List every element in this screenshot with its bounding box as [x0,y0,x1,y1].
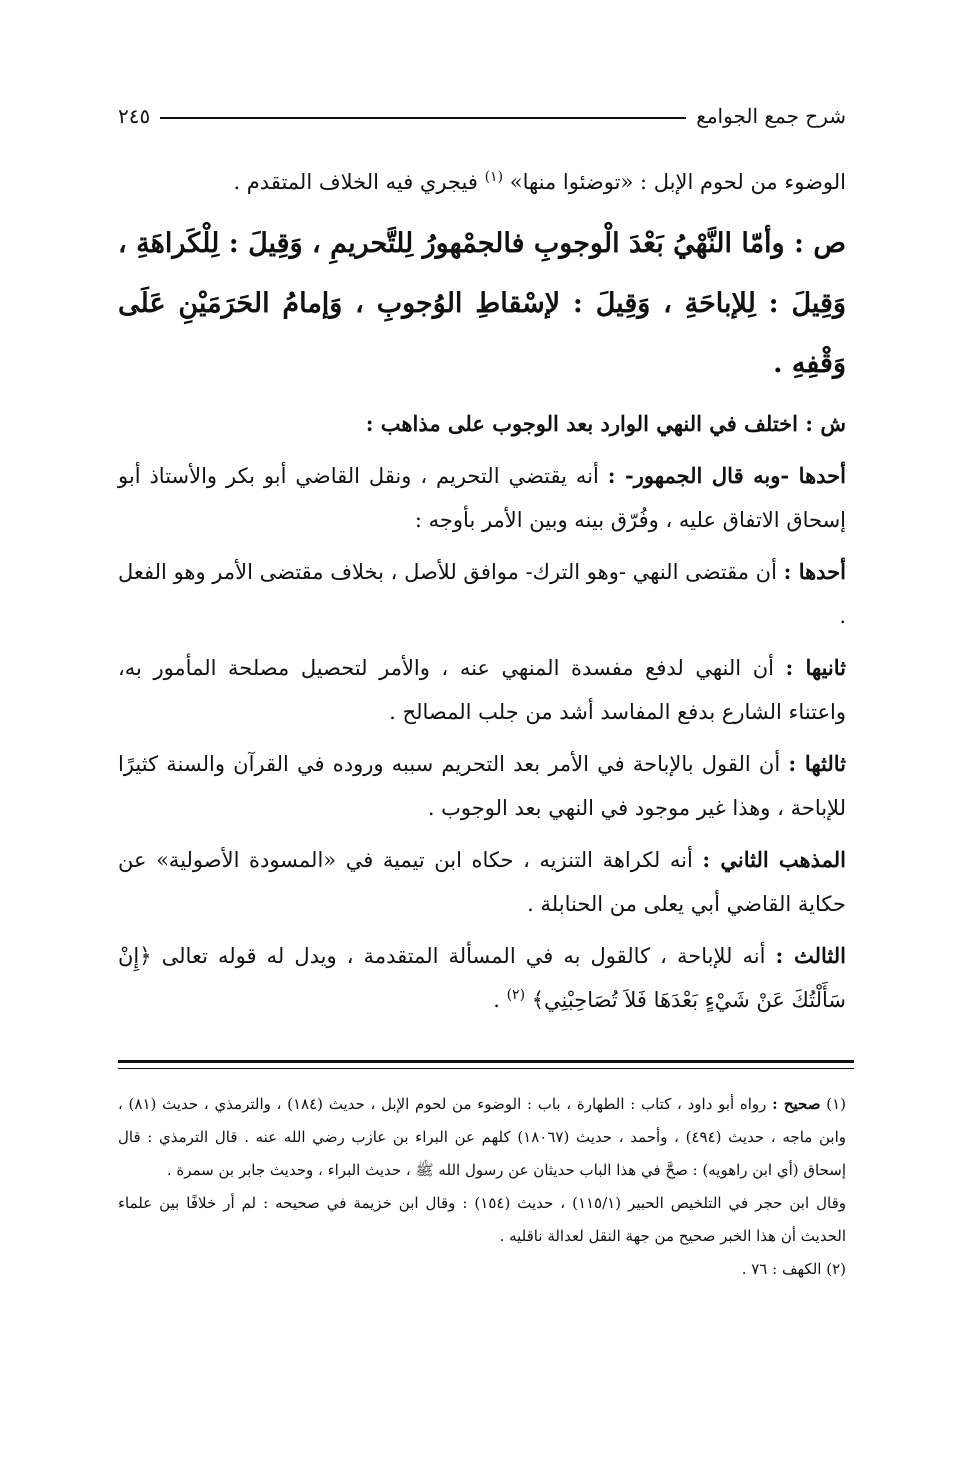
paragraph-text: فيجري فيه الخلاف المتقدم . [233,170,478,194]
matn-text: ص : وأمّا النَّهْيُ بَعْدَ الْوجوبِ فالجمْهورُ لِلتَّحريمِ ، وَقِيلَ : لِلْكَراهَةِ ، وَقِيلَ : لِلإباحَةِ ، وَقِيلَ : لإسْقاطِ الوُجوبِ ، وَإمامُ الحَرَمَيْنِ عَلَى وَقْفِهِ . [118,228,846,379]
paragraph-second-view [118,838,846,926]
sharh-heading: ش : اختلف في النهي الوارد بعد الوجوب على مذاهب : [365,411,846,436]
paragraph-third-view [118,934,846,1022]
footnote-text: رواه أبو داود ، كتاب : الطهارة ، باب : الوضوء من لحوم الإبل ، حديث (١٨٤) ، والترمذي ، حديث (٨١) ، وابن ماجه ، حديث (٤٩٤) ، وأحمد ، حديث (١٨٠٦٧) كلهم عن البراء بن عازب رضي الله عنه . قال الترمذي : قال إسحاق (أي ابن راهويه) : صحَّ في هذا الباب حديثان عن رسول الله ﷺ ، حديث البراء ، وحديث جابر بن سمرة . [118,1095,846,1179]
footnote-2 [118,1253,846,1286]
paragraph-intro [118,160,846,204]
footnote-ref: (٢) [506,987,526,1003]
footnote-text: الكهف : ٧٦ . [741,1260,822,1278]
footnote-ref: (١) [484,169,504,185]
paragraph-text: أنه للإباحة ، كالقول به في المسألة المتقدمة ، ويدل له قوله تعالى ﴿إِنْ سَأَلْتُكَ عَنْ شَيْءٍ بَعْدَهَا فَلاَ تُصَاحِبْنِي﴾ [118,944,846,1012]
paragraph-text: الوضوء من لحوم الإبل : «توضئوا منها» [509,170,846,194]
paragraph-reason-one [118,550,846,638]
paragraph-reason-two [118,646,846,734]
paragraph-first-view [118,454,846,542]
footnote-separator [118,1060,854,1069]
paragraph-text: أن القول بالإباحة في الأمر بعد التحريم سببه وروده في القرآن والسنة كثيرًا للإباحة ، وهذا غير موجود في النهي بعد الوجوب . [118,752,846,820]
footnotes [118,1088,846,1286]
paragraph-text: أن النهي لدفع مفسدة المنهي عنه ، والأمر لتحصيل مصلحة المأمور به، واعتناء الشارع بدفع المفاسد أشد من جلب المصالح . [118,656,846,724]
paragraph-text: أنه يقتضي التحريم ، ونقل القاضي أبو بكر والأستاذ أبو إسحاق الاتفاق عليه ، وفُرّق بينه وبين الأمر بأوجه : [118,464,846,532]
paragraph-lead: أحدها : [783,559,847,584]
paragraph-lead: المذهب الثاني : [702,847,846,872]
footnote-1 [118,1088,846,1187]
paragraph-lead: ثالثها : [788,751,846,776]
page-number: ٢٤٥ [118,104,151,128]
footnote-rule-thick [118,1060,854,1063]
paragraph-lead: ثانيها : [785,655,846,680]
book-title: شرح جمع الجوامع [696,104,846,128]
footnote-number: (١) [826,1095,846,1113]
paragraph-text: أن مقتضى النهي -وهو الترك- موافق للأصل ، بخلاف مقتضى الأمر وهو الفعل . [118,560,846,628]
paragraph-text: أنه لكراهة التنزيه ، حكاه ابن تيمية في «المسودة الأصولية» عن حكاية القاضي أبي يعلى من الحنابلة . [118,848,846,916]
main-text [118,160,846,1030]
paragraph-lead: أحدها -وبه قال الجمهور- : [607,463,846,488]
paragraph-lead: الثالث : [775,943,847,968]
footnote-rule-thin [118,1068,854,1069]
footnote-1-continued: وقال ابن حجر في التلخيص الحبير (١١٥/١) ، حديث (١٥٤) : وقال ابن خزيمة في صحيحه : لم أر خلافًا بين علماء الحديث أن هذا الخبر صحيح من جهة النقل لعدالة ناقليه . [118,1194,846,1245]
header-rule [160,117,686,119]
paragraph-end: . [493,988,500,1012]
running-header [118,98,846,134]
footnote-number: (٢) [826,1260,846,1278]
footnote-grade: صحيح : [772,1095,821,1113]
paragraph-reason-three [118,742,846,830]
